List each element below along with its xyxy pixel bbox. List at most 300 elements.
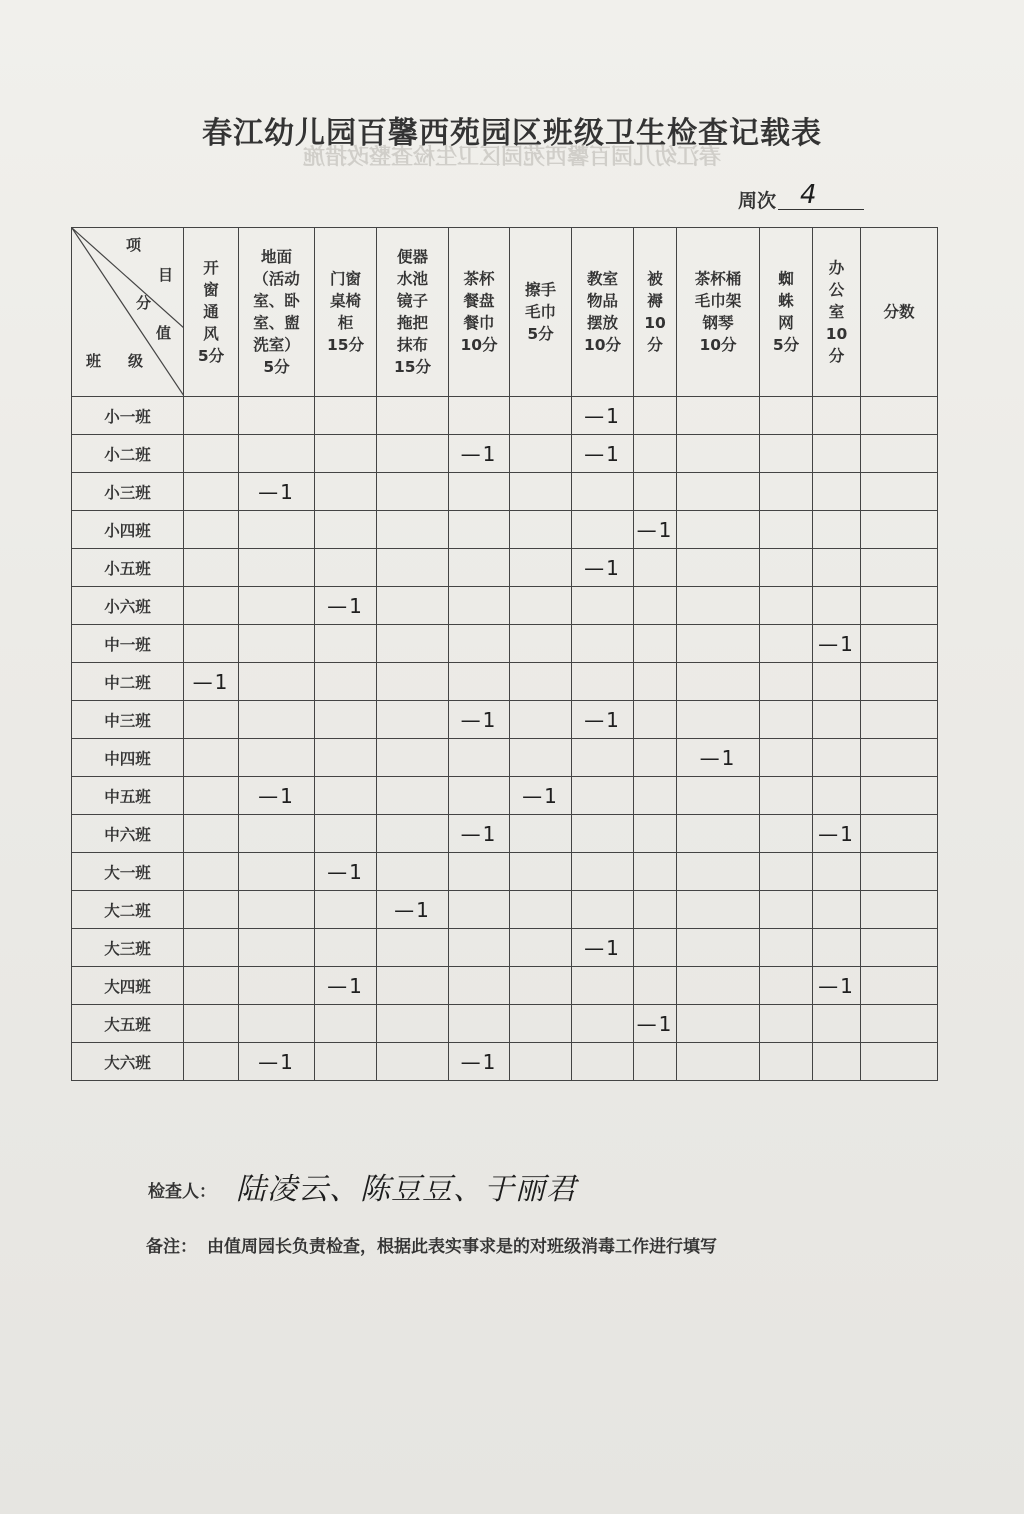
score-cell bbox=[449, 1005, 510, 1043]
score-cell bbox=[634, 777, 677, 815]
score-cell bbox=[634, 739, 677, 777]
score-cell bbox=[510, 435, 572, 473]
score-cell bbox=[239, 549, 315, 587]
score-cell bbox=[239, 929, 315, 967]
deduction-mark: —1 bbox=[584, 441, 621, 466]
score-cell bbox=[377, 511, 449, 549]
score-cell bbox=[861, 435, 938, 473]
score-cell bbox=[813, 853, 861, 891]
score-cell bbox=[239, 397, 315, 435]
column-header-10 bbox=[760, 228, 813, 397]
score-cell bbox=[184, 511, 239, 549]
score-cell bbox=[184, 663, 239, 701]
score-cell bbox=[184, 397, 239, 435]
score-cell bbox=[813, 511, 861, 549]
score-cell bbox=[315, 549, 377, 587]
score-cell bbox=[760, 853, 813, 891]
score-cell bbox=[184, 435, 239, 473]
score-cell bbox=[813, 815, 861, 853]
score-cell bbox=[760, 663, 813, 701]
column-header-3 bbox=[315, 228, 377, 397]
score-cell bbox=[634, 815, 677, 853]
score-cell bbox=[315, 701, 377, 739]
score-cell bbox=[377, 701, 449, 739]
table-row bbox=[72, 397, 938, 435]
class-name-cell: 中六班 bbox=[72, 815, 184, 853]
score-cell bbox=[449, 701, 510, 739]
score-cell bbox=[634, 397, 677, 435]
table-row bbox=[72, 473, 938, 511]
score-cell bbox=[315, 397, 377, 435]
column-header-label: 分数 bbox=[883, 303, 915, 321]
score-cell bbox=[861, 1043, 938, 1081]
score-cell bbox=[315, 587, 377, 625]
class-name-cell: 中二班 bbox=[72, 663, 184, 701]
score-cell bbox=[861, 549, 938, 587]
score-cell bbox=[813, 1043, 861, 1081]
remark-label: 备注： bbox=[146, 1237, 197, 1257]
score-cell bbox=[239, 435, 315, 473]
score-cell bbox=[239, 663, 315, 701]
score-cell bbox=[572, 815, 634, 853]
score-cell bbox=[315, 435, 377, 473]
deduction-mark: —1 bbox=[818, 821, 855, 846]
score-cell bbox=[760, 1005, 813, 1043]
score-cell bbox=[184, 1043, 239, 1081]
class-name-cell: 中一班 bbox=[72, 625, 184, 663]
column-header-7 bbox=[572, 228, 634, 397]
score-cell bbox=[813, 929, 861, 967]
inspector-signature: 陆凌云、陈豆豆、于丽君 bbox=[236, 1172, 577, 1207]
score-cell bbox=[572, 587, 634, 625]
score-cell bbox=[510, 587, 572, 625]
score-cell bbox=[184, 929, 239, 967]
score-cell bbox=[315, 891, 377, 929]
score-cell bbox=[634, 549, 677, 587]
deduction-mark: —1 bbox=[522, 783, 559, 808]
column-header-label: 地面 （活动 室、卧 室、盥 洗室） 5分 bbox=[253, 248, 300, 376]
score-cell bbox=[572, 1043, 634, 1081]
week-label: 周次 bbox=[738, 190, 777, 212]
header-row bbox=[72, 228, 938, 397]
table-body bbox=[72, 397, 938, 1081]
class-name-cell: 小五班 bbox=[72, 549, 184, 587]
deduction-mark: —1 bbox=[258, 1049, 295, 1074]
column-header-9 bbox=[677, 228, 760, 397]
class-name-cell: 大二班 bbox=[72, 891, 184, 929]
score-cell bbox=[861, 511, 938, 549]
class-name-cell: 小四班 bbox=[72, 511, 184, 549]
score-cell bbox=[510, 967, 572, 1005]
score-cell bbox=[510, 739, 572, 777]
score-cell bbox=[315, 739, 377, 777]
score-cell bbox=[861, 625, 938, 663]
class-name-cell: 小三班 bbox=[72, 473, 184, 511]
score-cell bbox=[677, 891, 760, 929]
score-cell bbox=[813, 1005, 861, 1043]
remark-text: 由值周园长负责检查，根据此表实事求是的对班级消毒工作进行填写 bbox=[207, 1237, 717, 1257]
score-cell bbox=[760, 587, 813, 625]
score-cell bbox=[377, 815, 449, 853]
score-cell bbox=[449, 549, 510, 587]
score-cell bbox=[677, 663, 760, 701]
score-cell bbox=[449, 777, 510, 815]
table-row bbox=[72, 739, 938, 777]
score-cell bbox=[510, 1005, 572, 1043]
deduction-mark: —1 bbox=[394, 897, 431, 922]
class-name-cell: 中四班 bbox=[72, 739, 184, 777]
score-cell bbox=[239, 739, 315, 777]
score-cell bbox=[572, 853, 634, 891]
score-cell bbox=[449, 967, 510, 1005]
deduction-mark: —1 bbox=[584, 555, 621, 580]
score-cell bbox=[377, 853, 449, 891]
corner-header bbox=[72, 228, 184, 397]
column-header-2 bbox=[239, 228, 315, 397]
score-cell bbox=[510, 473, 572, 511]
score-cell bbox=[449, 1043, 510, 1081]
score-cell bbox=[377, 1005, 449, 1043]
deduction-mark: —1 bbox=[460, 441, 498, 466]
score-cell bbox=[861, 777, 938, 815]
score-cell bbox=[377, 967, 449, 1005]
score-cell bbox=[377, 929, 449, 967]
score-cell bbox=[315, 663, 377, 701]
score-cell bbox=[861, 891, 938, 929]
score-cell bbox=[634, 967, 677, 1005]
score-cell bbox=[861, 929, 938, 967]
table-row bbox=[72, 511, 938, 549]
score-cell bbox=[377, 549, 449, 587]
score-cell bbox=[377, 663, 449, 701]
score-cell bbox=[449, 473, 510, 511]
score-cell bbox=[572, 777, 634, 815]
table-row bbox=[72, 777, 938, 815]
score-cell bbox=[239, 777, 315, 815]
score-cell bbox=[760, 701, 813, 739]
score-cell bbox=[572, 891, 634, 929]
score-cell bbox=[813, 967, 861, 1005]
score-cell bbox=[377, 473, 449, 511]
score-cell bbox=[239, 853, 315, 891]
score-cell bbox=[449, 435, 510, 473]
score-cell bbox=[677, 853, 760, 891]
class-name-cell: 小一班 bbox=[72, 397, 184, 435]
class-name-cell: 大六班 bbox=[72, 1043, 184, 1081]
score-cell bbox=[677, 1043, 760, 1081]
column-header-8 bbox=[634, 228, 677, 397]
score-cell bbox=[449, 853, 510, 891]
score-cell bbox=[861, 397, 938, 435]
table-row bbox=[72, 549, 938, 587]
score-cell bbox=[677, 739, 760, 777]
score-cell bbox=[572, 435, 634, 473]
score-cell bbox=[449, 625, 510, 663]
column-header-label: 教室 物品 摆放 10分 bbox=[583, 270, 622, 354]
score-cell bbox=[510, 929, 572, 967]
score-cell bbox=[677, 587, 760, 625]
column-header-4 bbox=[377, 228, 449, 397]
week-underline bbox=[778, 209, 864, 210]
score-cell bbox=[760, 435, 813, 473]
score-cell bbox=[677, 473, 760, 511]
score-cell bbox=[760, 815, 813, 853]
score-cell bbox=[315, 625, 377, 663]
score-cell bbox=[677, 815, 760, 853]
score-cell bbox=[861, 663, 938, 701]
score-cell bbox=[572, 929, 634, 967]
deduction-mark: —1 bbox=[818, 973, 855, 998]
score-cell bbox=[572, 397, 634, 435]
score-cell bbox=[813, 663, 861, 701]
score-cell bbox=[634, 473, 677, 511]
week-value: 4 bbox=[800, 180, 817, 210]
column-header-label: 茶杯桶 毛巾架 钢琴 10分 bbox=[694, 270, 742, 354]
score-cell bbox=[184, 473, 239, 511]
table-row bbox=[72, 587, 938, 625]
hygiene-check-table bbox=[71, 227, 938, 1081]
score-cell bbox=[184, 967, 239, 1005]
score-cell bbox=[813, 625, 861, 663]
score-cell bbox=[861, 967, 938, 1005]
score-cell bbox=[377, 739, 449, 777]
score-cell bbox=[184, 701, 239, 739]
deduction-mark: —1 bbox=[258, 783, 295, 808]
score-cell bbox=[239, 473, 315, 511]
score-cell bbox=[377, 397, 449, 435]
score-cell bbox=[239, 1005, 315, 1043]
column-header-label: 蜘 蛛 网 5分 bbox=[772, 270, 800, 354]
table-row bbox=[72, 625, 938, 663]
remark-line bbox=[146, 1232, 717, 1257]
score-cell bbox=[315, 967, 377, 1005]
score-cell bbox=[315, 1005, 377, 1043]
score-cell bbox=[510, 549, 572, 587]
score-cell bbox=[184, 549, 239, 587]
class-name-cell: 大五班 bbox=[72, 1005, 184, 1043]
score-cell bbox=[449, 397, 510, 435]
corner-score-2: 值 bbox=[156, 324, 172, 342]
score-cell bbox=[184, 815, 239, 853]
table-row bbox=[72, 1005, 938, 1043]
score-cell bbox=[510, 815, 572, 853]
corner-item-2: 目 bbox=[158, 266, 174, 284]
score-cell bbox=[677, 967, 760, 1005]
score-cell bbox=[315, 853, 377, 891]
score-cell bbox=[239, 891, 315, 929]
deduction-mark: —1 bbox=[460, 821, 498, 846]
score-cell bbox=[677, 549, 760, 587]
score-cell bbox=[813, 891, 861, 929]
score-cell bbox=[861, 1005, 938, 1043]
deduction-mark: —1 bbox=[192, 669, 230, 694]
corner-item-1: 项 bbox=[126, 236, 142, 254]
score-cell bbox=[813, 435, 861, 473]
score-cell bbox=[377, 891, 449, 929]
column-header-11 bbox=[813, 228, 861, 397]
score-cell bbox=[184, 625, 239, 663]
score-cell bbox=[449, 739, 510, 777]
score-cell bbox=[239, 511, 315, 549]
deduction-mark: —1 bbox=[584, 403, 621, 428]
corner-score-1: 分 bbox=[136, 294, 152, 312]
column-header-6 bbox=[510, 228, 572, 397]
score-cell bbox=[510, 625, 572, 663]
class-name-cell: 大三班 bbox=[72, 929, 184, 967]
score-cell bbox=[572, 663, 634, 701]
deduction-mark: —1 bbox=[636, 517, 674, 542]
class-name-cell: 大一班 bbox=[72, 853, 184, 891]
table-row bbox=[72, 435, 938, 473]
score-cell bbox=[634, 587, 677, 625]
score-cell bbox=[184, 1005, 239, 1043]
score-cell bbox=[760, 929, 813, 967]
score-cell bbox=[449, 511, 510, 549]
score-cell bbox=[315, 777, 377, 815]
score-cell bbox=[572, 549, 634, 587]
score-cell bbox=[315, 511, 377, 549]
score-cell bbox=[239, 1043, 315, 1081]
score-cell bbox=[634, 663, 677, 701]
deduction-mark: —1 bbox=[327, 973, 364, 998]
score-cell bbox=[634, 1005, 677, 1043]
score-cell bbox=[510, 1043, 572, 1081]
column-header-label: 便器 水池 镜子 拖把 抹布 15分 bbox=[393, 248, 432, 376]
score-cell bbox=[760, 1043, 813, 1081]
score-cell bbox=[184, 739, 239, 777]
score-cell bbox=[239, 587, 315, 625]
score-cell bbox=[377, 625, 449, 663]
score-cell bbox=[377, 777, 449, 815]
deduction-mark: —1 bbox=[460, 707, 498, 732]
score-cell bbox=[677, 701, 760, 739]
score-cell bbox=[377, 587, 449, 625]
score-cell bbox=[239, 625, 315, 663]
score-cell bbox=[510, 853, 572, 891]
column-header-12 bbox=[861, 228, 938, 397]
score-cell bbox=[572, 1005, 634, 1043]
score-cell bbox=[677, 397, 760, 435]
score-cell bbox=[510, 777, 572, 815]
score-cell bbox=[634, 435, 677, 473]
score-cell bbox=[315, 1043, 377, 1081]
inspector-label: 检查人： bbox=[148, 1182, 216, 1202]
column-header-label: 擦手 毛巾 5分 bbox=[524, 281, 556, 343]
score-cell bbox=[760, 739, 813, 777]
score-cell bbox=[813, 549, 861, 587]
class-name-cell: 中三班 bbox=[72, 701, 184, 739]
score-cell bbox=[813, 397, 861, 435]
score-cell bbox=[184, 891, 239, 929]
score-cell bbox=[861, 701, 938, 739]
corner-class-2: 级 bbox=[128, 352, 144, 370]
corner-class-1: 班 bbox=[86, 352, 102, 370]
score-cell bbox=[760, 891, 813, 929]
score-cell bbox=[677, 777, 760, 815]
score-cell bbox=[861, 473, 938, 511]
column-header-label: 被 褥 10 分 bbox=[644, 270, 666, 354]
score-cell bbox=[184, 777, 239, 815]
column-header-label: 开 窗 通 风 5分 bbox=[197, 259, 225, 365]
score-cell bbox=[377, 1043, 449, 1081]
table-row bbox=[72, 967, 938, 1005]
table-row bbox=[72, 815, 938, 853]
deduction-mark: —1 bbox=[699, 745, 737, 770]
score-cell bbox=[677, 1005, 760, 1043]
score-cell bbox=[634, 701, 677, 739]
score-cell bbox=[760, 397, 813, 435]
score-cell bbox=[813, 587, 861, 625]
score-cell bbox=[510, 701, 572, 739]
deduction-mark: —1 bbox=[327, 593, 364, 618]
table-row bbox=[72, 701, 938, 739]
score-cell bbox=[184, 853, 239, 891]
score-cell bbox=[510, 511, 572, 549]
score-cell bbox=[315, 929, 377, 967]
score-cell bbox=[510, 663, 572, 701]
score-cell bbox=[510, 397, 572, 435]
score-cell bbox=[813, 777, 861, 815]
score-cell bbox=[449, 891, 510, 929]
deduction-mark: —1 bbox=[258, 479, 295, 504]
score-cell bbox=[184, 587, 239, 625]
bleed-through-text: 春江幼儿园百馨西苑园区卫生检查整改措施 bbox=[303, 144, 722, 170]
score-cell bbox=[634, 853, 677, 891]
score-cell bbox=[572, 473, 634, 511]
score-cell bbox=[572, 701, 634, 739]
column-header-label: 门窗 桌椅 柜 15分 bbox=[326, 270, 365, 354]
deduction-mark: —1 bbox=[636, 1011, 674, 1036]
score-cell bbox=[861, 587, 938, 625]
score-cell bbox=[315, 815, 377, 853]
column-header-label: 办 公 室 10 分 bbox=[825, 259, 848, 365]
score-cell bbox=[813, 701, 861, 739]
score-cell bbox=[239, 967, 315, 1005]
score-cell bbox=[239, 701, 315, 739]
class-name-cell: 中五班 bbox=[72, 777, 184, 815]
class-name-cell: 小二班 bbox=[72, 435, 184, 473]
score-cell bbox=[677, 929, 760, 967]
score-cell bbox=[572, 511, 634, 549]
column-header-1 bbox=[184, 228, 239, 397]
score-cell bbox=[861, 853, 938, 891]
score-cell bbox=[634, 1043, 677, 1081]
column-header-5 bbox=[449, 228, 510, 397]
score-cell bbox=[449, 929, 510, 967]
score-cell bbox=[449, 815, 510, 853]
score-cell bbox=[634, 891, 677, 929]
score-cell bbox=[813, 473, 861, 511]
class-name-cell: 大四班 bbox=[72, 967, 184, 1005]
table-row bbox=[72, 1043, 938, 1081]
score-cell bbox=[634, 929, 677, 967]
score-cell bbox=[510, 891, 572, 929]
score-cell bbox=[861, 739, 938, 777]
score-cell bbox=[677, 511, 760, 549]
score-cell bbox=[760, 777, 813, 815]
score-cell bbox=[760, 625, 813, 663]
deduction-mark: —1 bbox=[584, 935, 621, 960]
column-header-label: 茶杯 餐盘 餐巾 10分 bbox=[460, 270, 498, 354]
score-cell bbox=[449, 587, 510, 625]
table-row bbox=[72, 929, 938, 967]
score-cell bbox=[861, 815, 938, 853]
deduction-mark: —1 bbox=[818, 631, 855, 656]
deduction-mark: —1 bbox=[327, 859, 364, 884]
score-cell bbox=[760, 967, 813, 1005]
score-cell bbox=[813, 739, 861, 777]
score-cell bbox=[634, 511, 677, 549]
